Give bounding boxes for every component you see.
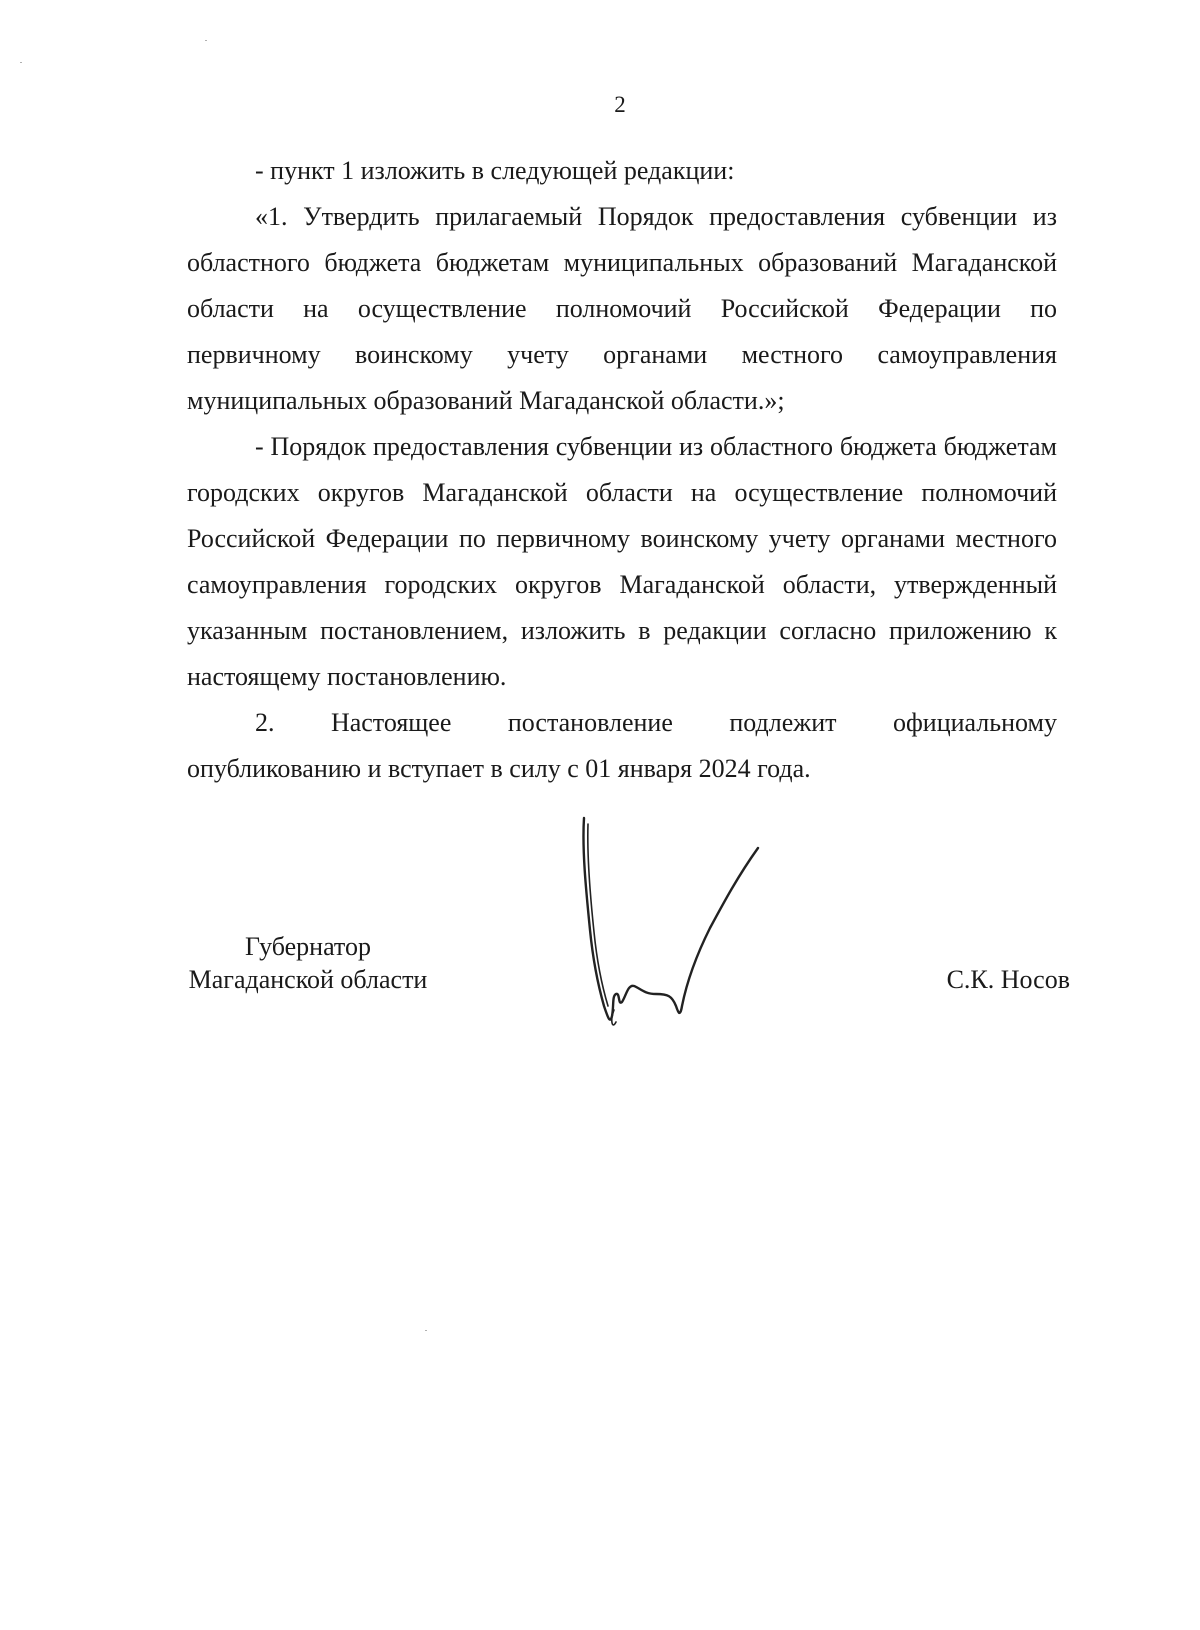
scan-speck [205, 40, 207, 41]
paragraph-point-2-line1: 2. Настоящее постановление подлежит официальному [255, 708, 1057, 737]
document-body [187, 148, 1057, 792]
scan-speck [20, 62, 22, 63]
paragraph-item-1: - пункт 1 изложить в следующей редакции: [255, 156, 735, 185]
page-number: 2 [614, 92, 626, 117]
signatory-title-line2: Магаданской области [188, 965, 428, 994]
paragraph-procedure: - Порядок предоставления субвенции из областного бюджета бюджетам городских округов Магаданской области на осуществление полномочий Российской Федерации по первичному воинскому учету органами местного самоуправления городских округов Магаданской области, утвержденный указанным постановлением, изложить в редакции согласно приложению к настоящему постановлению. [187, 432, 1057, 691]
handwritten-signature-icon [560, 810, 780, 1040]
scan-speck [425, 1330, 427, 1331]
paragraph-point-2-line2: опубликованию и вступает в силу с 01 января 2024 года. [187, 754, 811, 783]
signatory-title-line1: Губернатор [245, 932, 371, 961]
paragraph-quoted-point-1: «1. Утвердить прилагаемый Порядок предоставления субвенции из областного бюджета бюджетам муниципальных образований Магаданской области на осуществление полномочий Российской Федерации по первичному воинскому учету органами местного самоуправления муниципальных образований Магаданской области.»; [187, 202, 1057, 415]
signatory-name: С.К. Носов [946, 965, 1070, 994]
signatory-title [178, 930, 438, 996]
